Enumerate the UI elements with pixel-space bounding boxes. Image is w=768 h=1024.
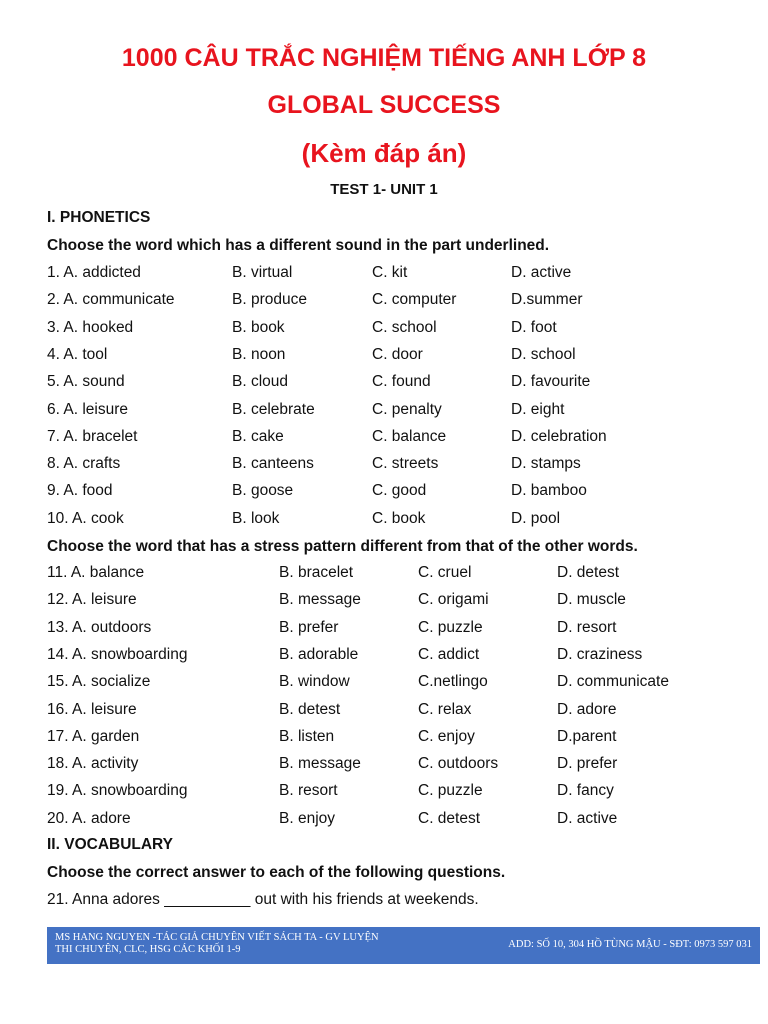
answer-option: D. muscle [557,591,626,609]
answer-option: 3. A. hooked [47,318,134,336]
answer-option: D. resort [557,618,617,636]
question-row [0,319,768,341]
question-row [0,810,768,832]
answer-option: C. relax [418,700,472,718]
answer-option: B. canteens [232,455,314,473]
answer-option: 9. A. food [47,482,113,500]
answer-option: D. active [557,809,618,827]
answer-option: B. book [232,318,285,336]
question-row [0,591,768,613]
question-row [0,755,768,777]
question-row [0,673,768,695]
answer-option: 7. A. bracelet [47,427,138,445]
answer-option: C. kit [372,264,408,281]
question-row [0,701,768,723]
footer-author-line1: MS HANG NGUYEN -TÁC GIẢ CHUYÊN VIẾT SÁCH TA - GV LUYỆN [55,932,379,943]
answer-option: 8. A. crafts [47,455,121,473]
answer-option: B. noon [232,345,286,363]
answer-option: B. cloud [232,373,289,391]
footer-author-line2: THI CHUYÊN, CLC, HSG CÁC KHỐI 1-9 [55,944,241,955]
question-row [0,264,768,286]
document-answer-note: (Kèm đáp án) [301,138,467,168]
answer-option: D. fancy [557,782,614,800]
answer-option: C. good [372,482,427,500]
answer-option: B. message [279,755,361,773]
instruction-vocabulary: Choose the correct answer to each of the following questions. [47,864,506,881]
answer-option: C. found [372,373,431,391]
question-row [0,646,768,668]
instruction-sound: Choose the word which has a different sound in the part underlined. [47,237,550,254]
answer-option: 17. A. garden [47,727,140,745]
answer-option: B. prefer [279,618,339,636]
answer-option: C. puzzle [418,618,483,636]
question-row [0,782,768,804]
question-row [0,428,768,450]
answer-option: 10. A. cook [47,509,124,527]
answer-option: 2. A. communicate [47,291,175,309]
answer-option: 11. A. balance [47,564,145,581]
answer-option: B. resort [279,782,338,800]
answer-option: 14. A. snowboarding [47,645,188,663]
document-subtitle: GLOBAL SUCCESS [267,91,501,119]
answer-option: B. goose [232,482,294,500]
answer-option: D. detest [557,564,620,581]
answer-option: C. penalty [372,400,442,418]
section-heading-vocabulary: II. VOCABULARY [47,836,174,853]
page-footer [47,927,760,964]
answer-option: C.netlingo [418,673,488,691]
answer-option: 20. A. adore [47,809,131,827]
answer-option: D. active [511,264,572,281]
document-title: 1000 CÂU TRẮC NGHIỆM TIẾNG ANH LỚP 8 [121,44,647,72]
answer-option: D. pool [511,509,561,527]
answer-option: D.summer [511,291,583,309]
answer-option: D. bamboo [511,482,587,500]
answer-option: D. eight [511,400,565,418]
answer-option: B. cake [232,427,284,445]
question-row [0,728,768,750]
question-21: 21. Anna adores __________ out with his friends at weekends. [47,891,479,908]
test-title: TEST 1- UNIT 1 [330,181,438,198]
answer-option: D. school [511,345,576,363]
answer-option: B. look [232,509,280,527]
answer-option: C. enjoy [418,727,475,745]
instruction-stress: Choose the word that has a stress pattern different from that of the other words. [47,538,638,555]
answer-option: 6. A. leisure [47,400,128,418]
answer-option: 4. A. tool [47,345,108,363]
answer-option: C. computer [372,291,457,309]
answer-option: 12. A. leisure [47,591,137,609]
answer-option: C. school [372,318,437,336]
answer-option: 19. A. snowboarding [47,782,188,800]
question-row [0,619,768,641]
answer-option: D. craziness [557,645,643,663]
footer-author [55,932,435,956]
answer-option: D. favourite [511,373,591,391]
answer-option: B. virtual [232,264,293,281]
answer-option: D. foot [511,318,557,336]
question-row [0,373,768,395]
question-row [0,482,768,504]
answer-option: 1. A. addicted [47,264,141,281]
answer-option: B. window [279,673,350,691]
answer-option: C. balance [372,427,447,445]
answer-option: D. stamps [511,455,581,473]
answer-option: D. prefer [557,755,618,773]
answer-option: C. origami [418,591,489,609]
answer-option: C. cruel [418,564,472,581]
answer-option: D. communicate [557,673,669,691]
answer-option: B. bracelet [279,564,354,581]
answer-option: 5. A. sound [47,373,125,391]
question-row [0,564,768,586]
answer-option: B. celebrate [232,400,315,418]
answer-option: C. addict [418,645,480,663]
answer-option: D.parent [557,727,617,745]
answer-option: D. celebration [511,427,607,445]
question-row [0,455,768,477]
answer-option: B. listen [279,727,335,745]
answer-option: C. puzzle [418,782,483,800]
answer-option: C. book [372,509,426,527]
answer-option: C. door [372,345,423,363]
answer-option: 13. A. outdoors [47,618,152,636]
answer-option: C. outdoors [418,755,499,773]
answer-option: B. adorable [279,645,359,663]
question-row [0,291,768,313]
answer-option: B. message [279,591,361,609]
footer-address: ADD: SỐ 10, 304 HỒ TÙNG MẬU - SĐT: 0973 597 031 [508,939,752,950]
answer-option: B. detest [279,700,341,718]
answer-option: B. produce [232,291,307,309]
answer-option: 18. A. activity [47,755,139,773]
answer-option: 15. A. socialize [47,673,151,691]
question-row [0,510,768,532]
section-heading-phonetics: I. PHONETICS [47,209,151,226]
answer-option: D. adore [557,700,617,718]
answer-option: B. enjoy [279,809,336,827]
answer-option: C. detest [418,809,481,827]
question-row [0,401,768,423]
answer-option: C. streets [372,455,439,473]
answer-option: 16. A. leisure [47,700,137,718]
question-row [0,346,768,368]
